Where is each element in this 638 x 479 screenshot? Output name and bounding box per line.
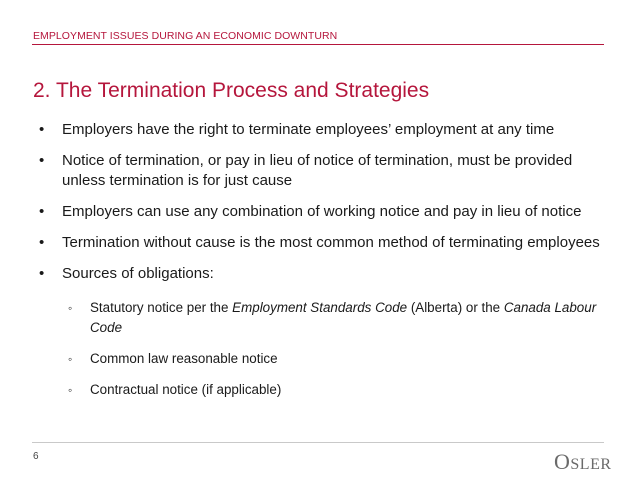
logo-initial: O	[554, 449, 571, 474]
bullet-item	[33, 120, 608, 140]
sub-bullet-circle-icon: ◦	[68, 301, 73, 315]
osler-logo	[554, 449, 612, 475]
bullet-text: Termination without cause is the most common method of terminating employees	[62, 234, 600, 251]
bullet-dot-icon: •	[39, 234, 45, 251]
bullet-item	[33, 264, 608, 400]
header-divider	[32, 44, 604, 45]
sub-bullet-circle-icon: ◦	[68, 383, 73, 397]
bullet-text: Employers can use any combination of working notice and pay in lieu of notice	[62, 203, 582, 220]
bullet-text: Employers have the right to terminate employees’ employment at any time	[62, 121, 555, 138]
bullet-text: Sources of obligations:	[62, 265, 214, 282]
bullet-list	[33, 120, 608, 400]
statute-name-canada-labour: Canada Labour Code	[90, 300, 597, 335]
bullet-dot-icon: •	[39, 121, 45, 138]
sub-bullet-list	[62, 298, 608, 400]
sub-bullet-item	[62, 380, 608, 400]
page-number: 6	[33, 451, 39, 462]
logo-rest: SLER	[570, 456, 612, 473]
bullet-item	[33, 202, 608, 222]
bullet-item	[33, 233, 608, 253]
bullet-dot-icon: •	[39, 265, 45, 282]
bullet-dot-icon: •	[39, 152, 45, 169]
sub-bullet-text: Common law reasonable notice	[90, 351, 278, 366]
slide-title: 2. The Termination Process and Strategies	[33, 79, 430, 102]
section-header: EMPLOYMENT ISSUES DURING AN ECONOMIC DOWNTURN	[33, 30, 338, 42]
footer-divider	[32, 442, 604, 443]
sub-bullet-circle-icon: ◦	[68, 352, 73, 366]
sub-bullet-item	[62, 298, 608, 338]
bullet-dot-icon: •	[39, 203, 45, 220]
sub-bullet-text-part: Statutory notice per the	[90, 300, 233, 315]
bullet-text: Notice of termination, or pay in lieu of notice of termination, must be provided unless termination is for just cause	[62, 152, 573, 189]
sub-bullet-text	[90, 300, 596, 335]
statute-name-employment-standards: Employment Standards Code	[232, 300, 408, 315]
sub-bullet-text: Contractual notice (if applicable)	[90, 382, 282, 397]
sub-bullet-text-part: (Alberta) or the	[407, 300, 504, 315]
sub-bullet-item	[62, 349, 608, 369]
slide-content	[33, 120, 608, 411]
bullet-item	[33, 151, 608, 191]
